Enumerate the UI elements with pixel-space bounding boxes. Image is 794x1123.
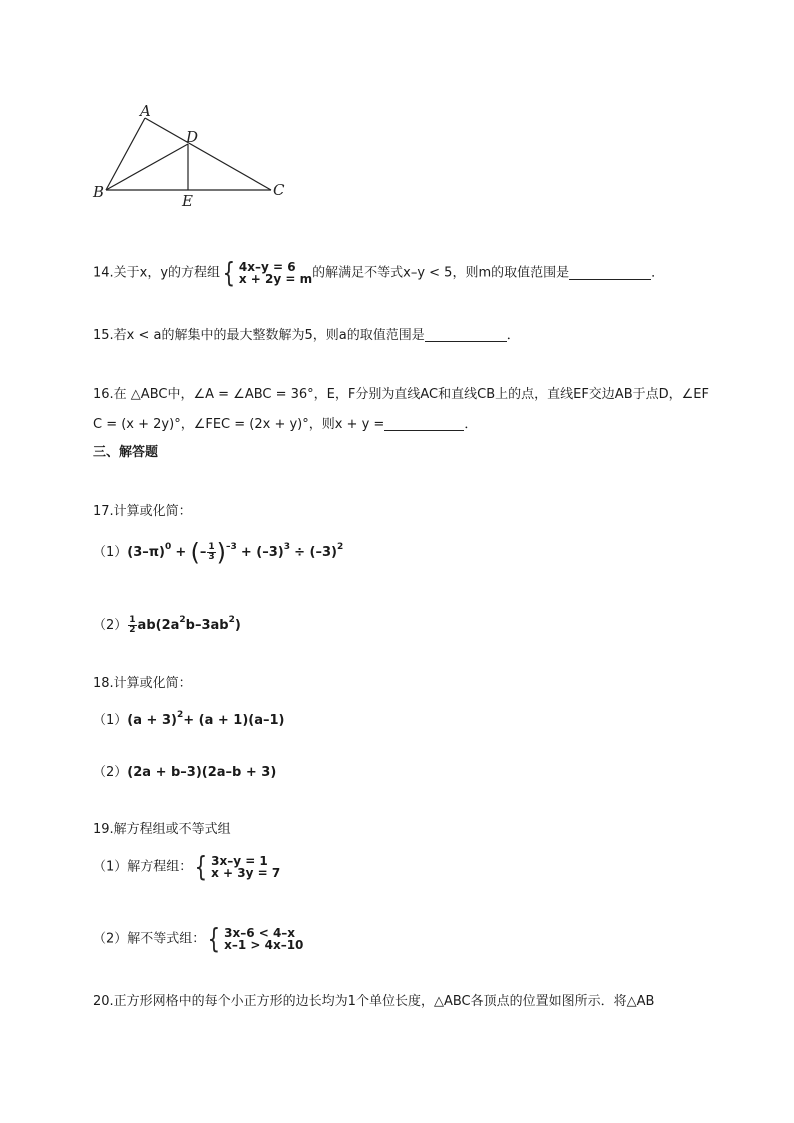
q17-p1-term-a: (3–π) xyxy=(127,545,165,560)
q18-p1-a: (a + 3) xyxy=(127,713,177,728)
question-15 xyxy=(93,327,520,345)
q19-p2-system xyxy=(205,922,304,955)
vertex-label-a: A xyxy=(140,102,151,120)
q18-p1-label: （1） xyxy=(93,713,128,728)
q17-p2-ab: ab(2a xyxy=(137,618,180,633)
q19-p2-label: （2）解不等式组： xyxy=(93,931,206,947)
triangle-diagram xyxy=(88,100,298,212)
brace-icon: { xyxy=(222,256,236,289)
q17-p1-rest: + (–3) xyxy=(240,545,284,560)
q18-p1-b: + (a + 1)(a–1) xyxy=(183,713,285,728)
q19-p1-eq1: 3x–y = 1 xyxy=(211,854,268,868)
vertex-label-d: D xyxy=(186,128,199,146)
fraction-denominator: 3 xyxy=(208,552,215,562)
q14-eq1: 4x–y = 6 xyxy=(238,260,296,274)
q19-part-2 xyxy=(93,922,304,955)
question-14 xyxy=(93,256,665,289)
q18-p2-label: （2） xyxy=(93,765,128,780)
vertex-label-e: E xyxy=(182,192,193,210)
q14-equation-system xyxy=(220,256,313,289)
q17-p2-mid: b–3ab xyxy=(185,618,229,633)
q18-p2-text: (2a + b–3)(2a–b + 3) xyxy=(127,765,277,780)
q17-p1-neg: – xyxy=(199,545,207,560)
fraction-numerator: 1 xyxy=(129,615,136,625)
q16-line1: 16.在 △ABC中，∠A = ∠ABC = 36°，E，F分别为直线AC和直线CB上的点，直线EF交边AB于点D，∠EF xyxy=(93,387,709,402)
q15-text: 15.若x < a的解集中的最大整数解为5，则a的取值范围是 xyxy=(93,328,425,343)
q14-prefix: 14.关于x，y的方程组 xyxy=(93,265,221,281)
q20-text: 20.正方形网格中的每个小正方形的边长均为1个单位长度，△ABC各顶点的位置如图所示．将△AB xyxy=(93,994,655,1009)
q17-p1-exp-a: 0 xyxy=(165,542,172,552)
q17-title: 17.计算或化简： xyxy=(93,504,192,519)
q17-p2-close: ) xyxy=(234,618,241,633)
question-16-line-1 xyxy=(93,386,709,404)
q18-part-2 xyxy=(93,764,276,782)
question-16-line-2 xyxy=(93,416,477,434)
brace-icon: { xyxy=(207,922,221,955)
q18-p1-exp: 2 xyxy=(176,710,184,720)
q14-eq2: x + 2y = m xyxy=(238,272,313,286)
q19-p2-eq2: x–1 > 4x–10 xyxy=(224,938,304,952)
q17-p1-div: ÷ (–3) xyxy=(294,545,337,560)
q18-part-1 xyxy=(93,706,284,730)
q19-p1-eq2: x + 3y = 7 xyxy=(211,866,281,880)
q15-end: ． xyxy=(506,328,520,343)
q17-p1-label: （1） xyxy=(93,545,128,560)
q19-p1-system xyxy=(192,850,281,883)
q18-title: 18.计算或化简： xyxy=(93,676,192,691)
fraction-denominator: 2 xyxy=(129,625,136,635)
q14-suffix: 的解满足不等式x–y < 5，则m的取值范围是 xyxy=(312,265,570,281)
q17-part-2 xyxy=(93,611,241,635)
q14-end: ． xyxy=(651,265,665,281)
q17-p2-fraction xyxy=(128,616,136,635)
q19-title: 19.解方程组或不等式组 xyxy=(93,822,231,837)
right-paren-icon: ) xyxy=(216,538,226,567)
vertex-label-c: C xyxy=(273,181,285,199)
q17-p1-paren-exp: –3 xyxy=(225,542,237,552)
q19-p1-label: （1）解方程组： xyxy=(93,859,193,875)
q17-p1-rest-exp: 3 xyxy=(283,542,290,552)
q16-answer-blank[interactable] xyxy=(384,416,464,431)
q16-end: ． xyxy=(464,417,478,432)
section-title: 三、解答题 xyxy=(93,445,159,460)
segment-ac xyxy=(145,118,271,190)
q17-p2-exp2: 2 xyxy=(228,615,235,625)
q17-part-1 xyxy=(93,538,344,567)
left-paren-icon: ( xyxy=(190,538,200,567)
q16-line2: C = (x + 2y)°，∠FEC = (2x + y)°，则x + y = xyxy=(93,417,385,432)
q17-p1-fraction xyxy=(207,543,215,562)
q19-p2-eq1: 3x–6 < 4–x xyxy=(224,926,296,940)
q17-p2-label: （2） xyxy=(93,618,128,633)
question-20 xyxy=(93,993,654,1011)
q19-part-1 xyxy=(93,850,281,883)
q14-answer-blank[interactable] xyxy=(569,265,651,280)
triangle-figure xyxy=(88,100,298,212)
q17-p1-div-exp: 2 xyxy=(337,542,344,552)
vertex-label-b: B xyxy=(93,183,105,201)
fraction-numerator: 1 xyxy=(208,542,215,552)
q17-p2-exp1: 2 xyxy=(179,615,186,625)
q15-answer-blank[interactable] xyxy=(425,327,507,342)
brace-icon: { xyxy=(194,850,208,883)
q17-p1-plus: + xyxy=(175,545,187,560)
